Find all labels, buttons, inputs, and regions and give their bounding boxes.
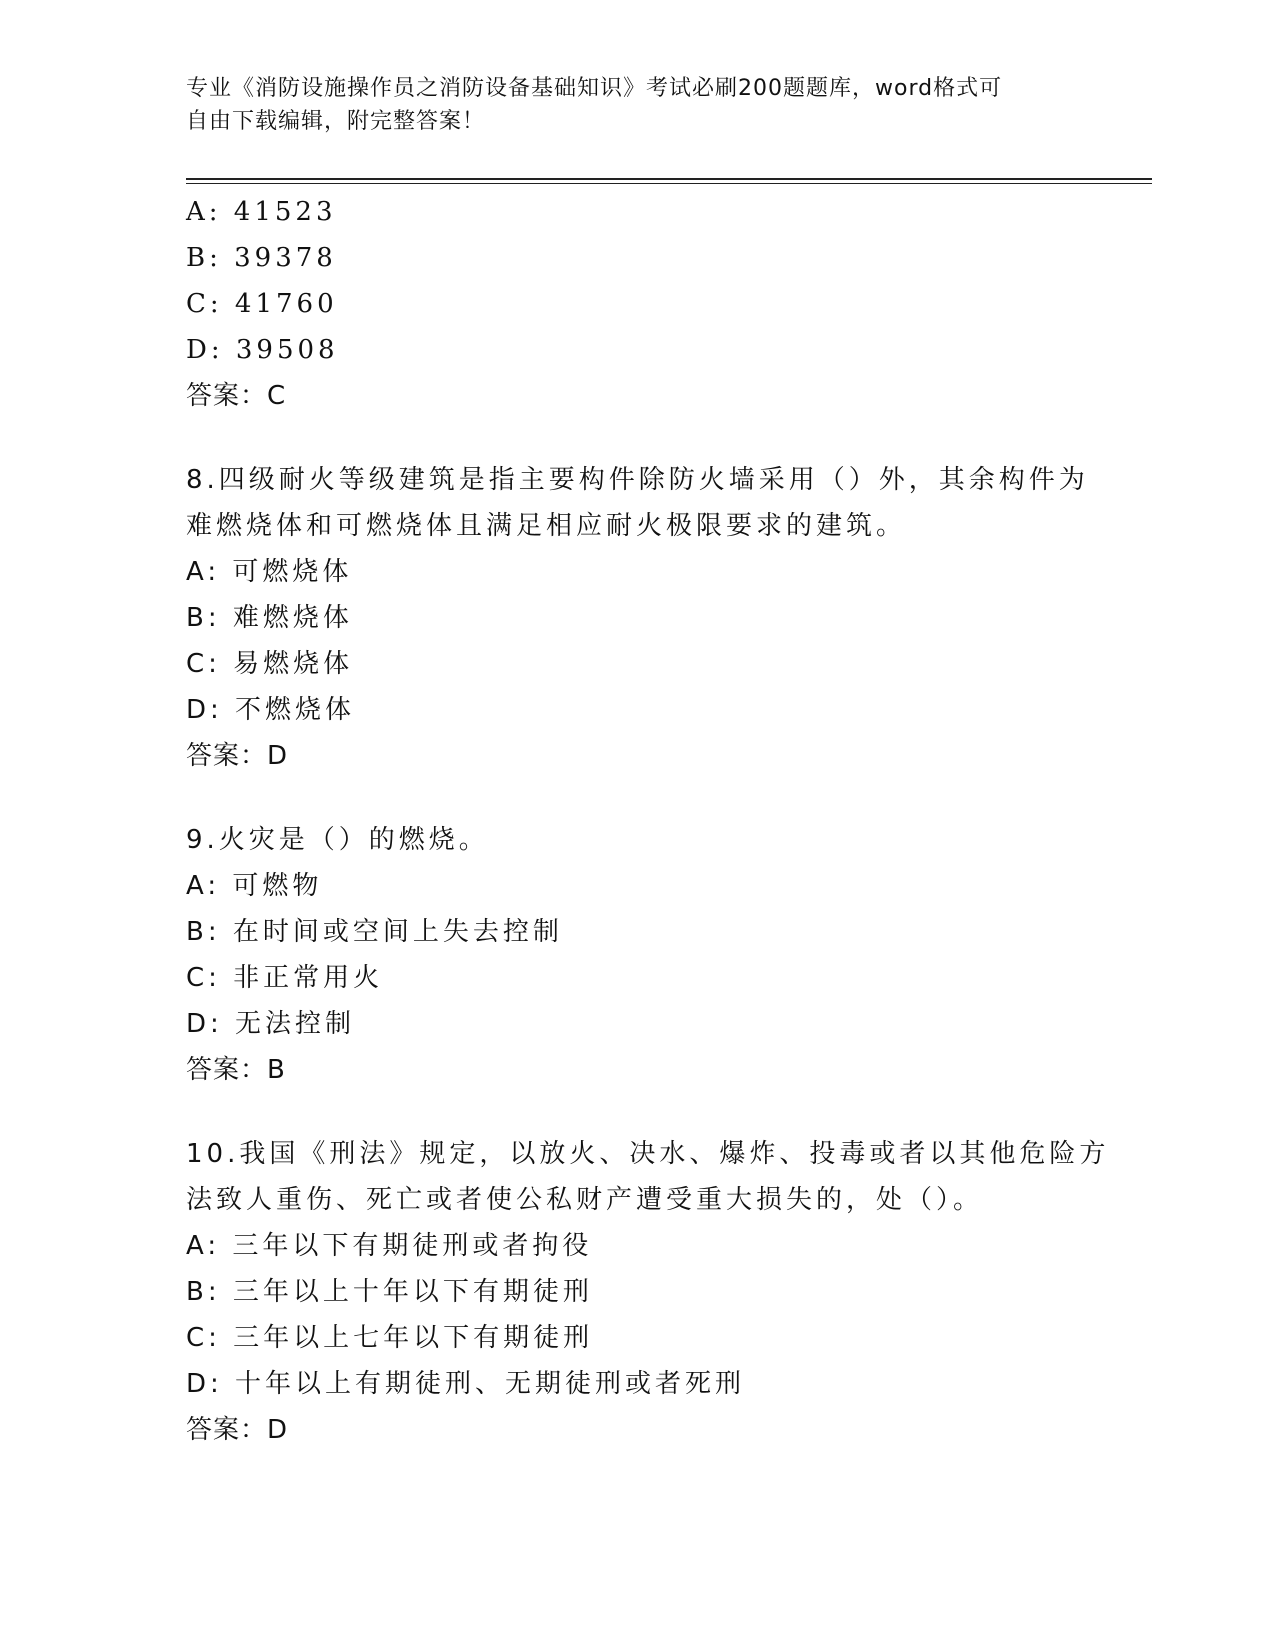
document-header	[186, 72, 1066, 138]
option-b: B: 三年以上十年以下有期徒刑	[186, 1277, 593, 1307]
question-list	[186, 189, 1110, 1453]
question-stem: 9.火灾是（）的燃烧。	[186, 825, 489, 855]
answer: 答案：D	[186, 741, 289, 771]
answer: 答案：D	[186, 1415, 289, 1445]
question-9	[186, 817, 1086, 1093]
header-rule-thick	[186, 178, 1152, 180]
question-stem: 8.四级耐火等级建筑是指主要构件除防火墙采用（）外，其余构件为	[186, 465, 1089, 495]
option-a: A: 三年以下有期徒刑或者拘役	[186, 1231, 593, 1261]
answer: 答案：B	[186, 1055, 286, 1085]
option-d: D: 无法控制	[186, 1009, 356, 1039]
option-c: C: 41760	[186, 289, 338, 319]
option-a: A: 可燃烧体	[186, 557, 353, 587]
question-stem: 10.我国《刑法》规定，以放火、决水、爆炸、投毒或者以其他危险方	[186, 1139, 1110, 1169]
option-c: C: 三年以上七年以下有期徒刑	[186, 1323, 594, 1353]
option-d: D: 不燃烧体	[186, 695, 356, 725]
option-b: B: 39378	[186, 243, 337, 273]
option-d: D: 39508	[186, 335, 339, 365]
question-stem-cont: 法致人重伤、死亡或者使公私财产遭受重大损失的，处（）。	[186, 1185, 984, 1215]
header-line-2: 自由下载编辑，附完整答案！	[186, 109, 486, 134]
option-a: A: 41523	[186, 197, 337, 227]
option-d: D: 十年以上有期徒刑、无期徒刑或者死刑	[186, 1369, 746, 1399]
option-b: B: 在时间或空间上失去控制	[186, 917, 563, 947]
option-a: A: 可燃物	[186, 871, 323, 901]
question-8	[186, 457, 1089, 779]
option-b: B: 难燃烧体	[186, 603, 353, 633]
question-7	[186, 189, 1086, 419]
option-c: C: 非正常用火	[186, 963, 384, 993]
question-stem-cont: 难燃烧体和可燃烧体且满足相应耐火极限要求的建筑。	[186, 511, 907, 541]
header-rule-thin	[186, 183, 1152, 184]
option-c: C: 易燃烧体	[186, 649, 354, 679]
question-10	[186, 1131, 1110, 1453]
header-line-1: 专业《消防设施操作员之消防设备基础知识》考试必刷200题题库，word格式可	[186, 76, 1003, 101]
answer: 答案：C	[186, 381, 287, 411]
